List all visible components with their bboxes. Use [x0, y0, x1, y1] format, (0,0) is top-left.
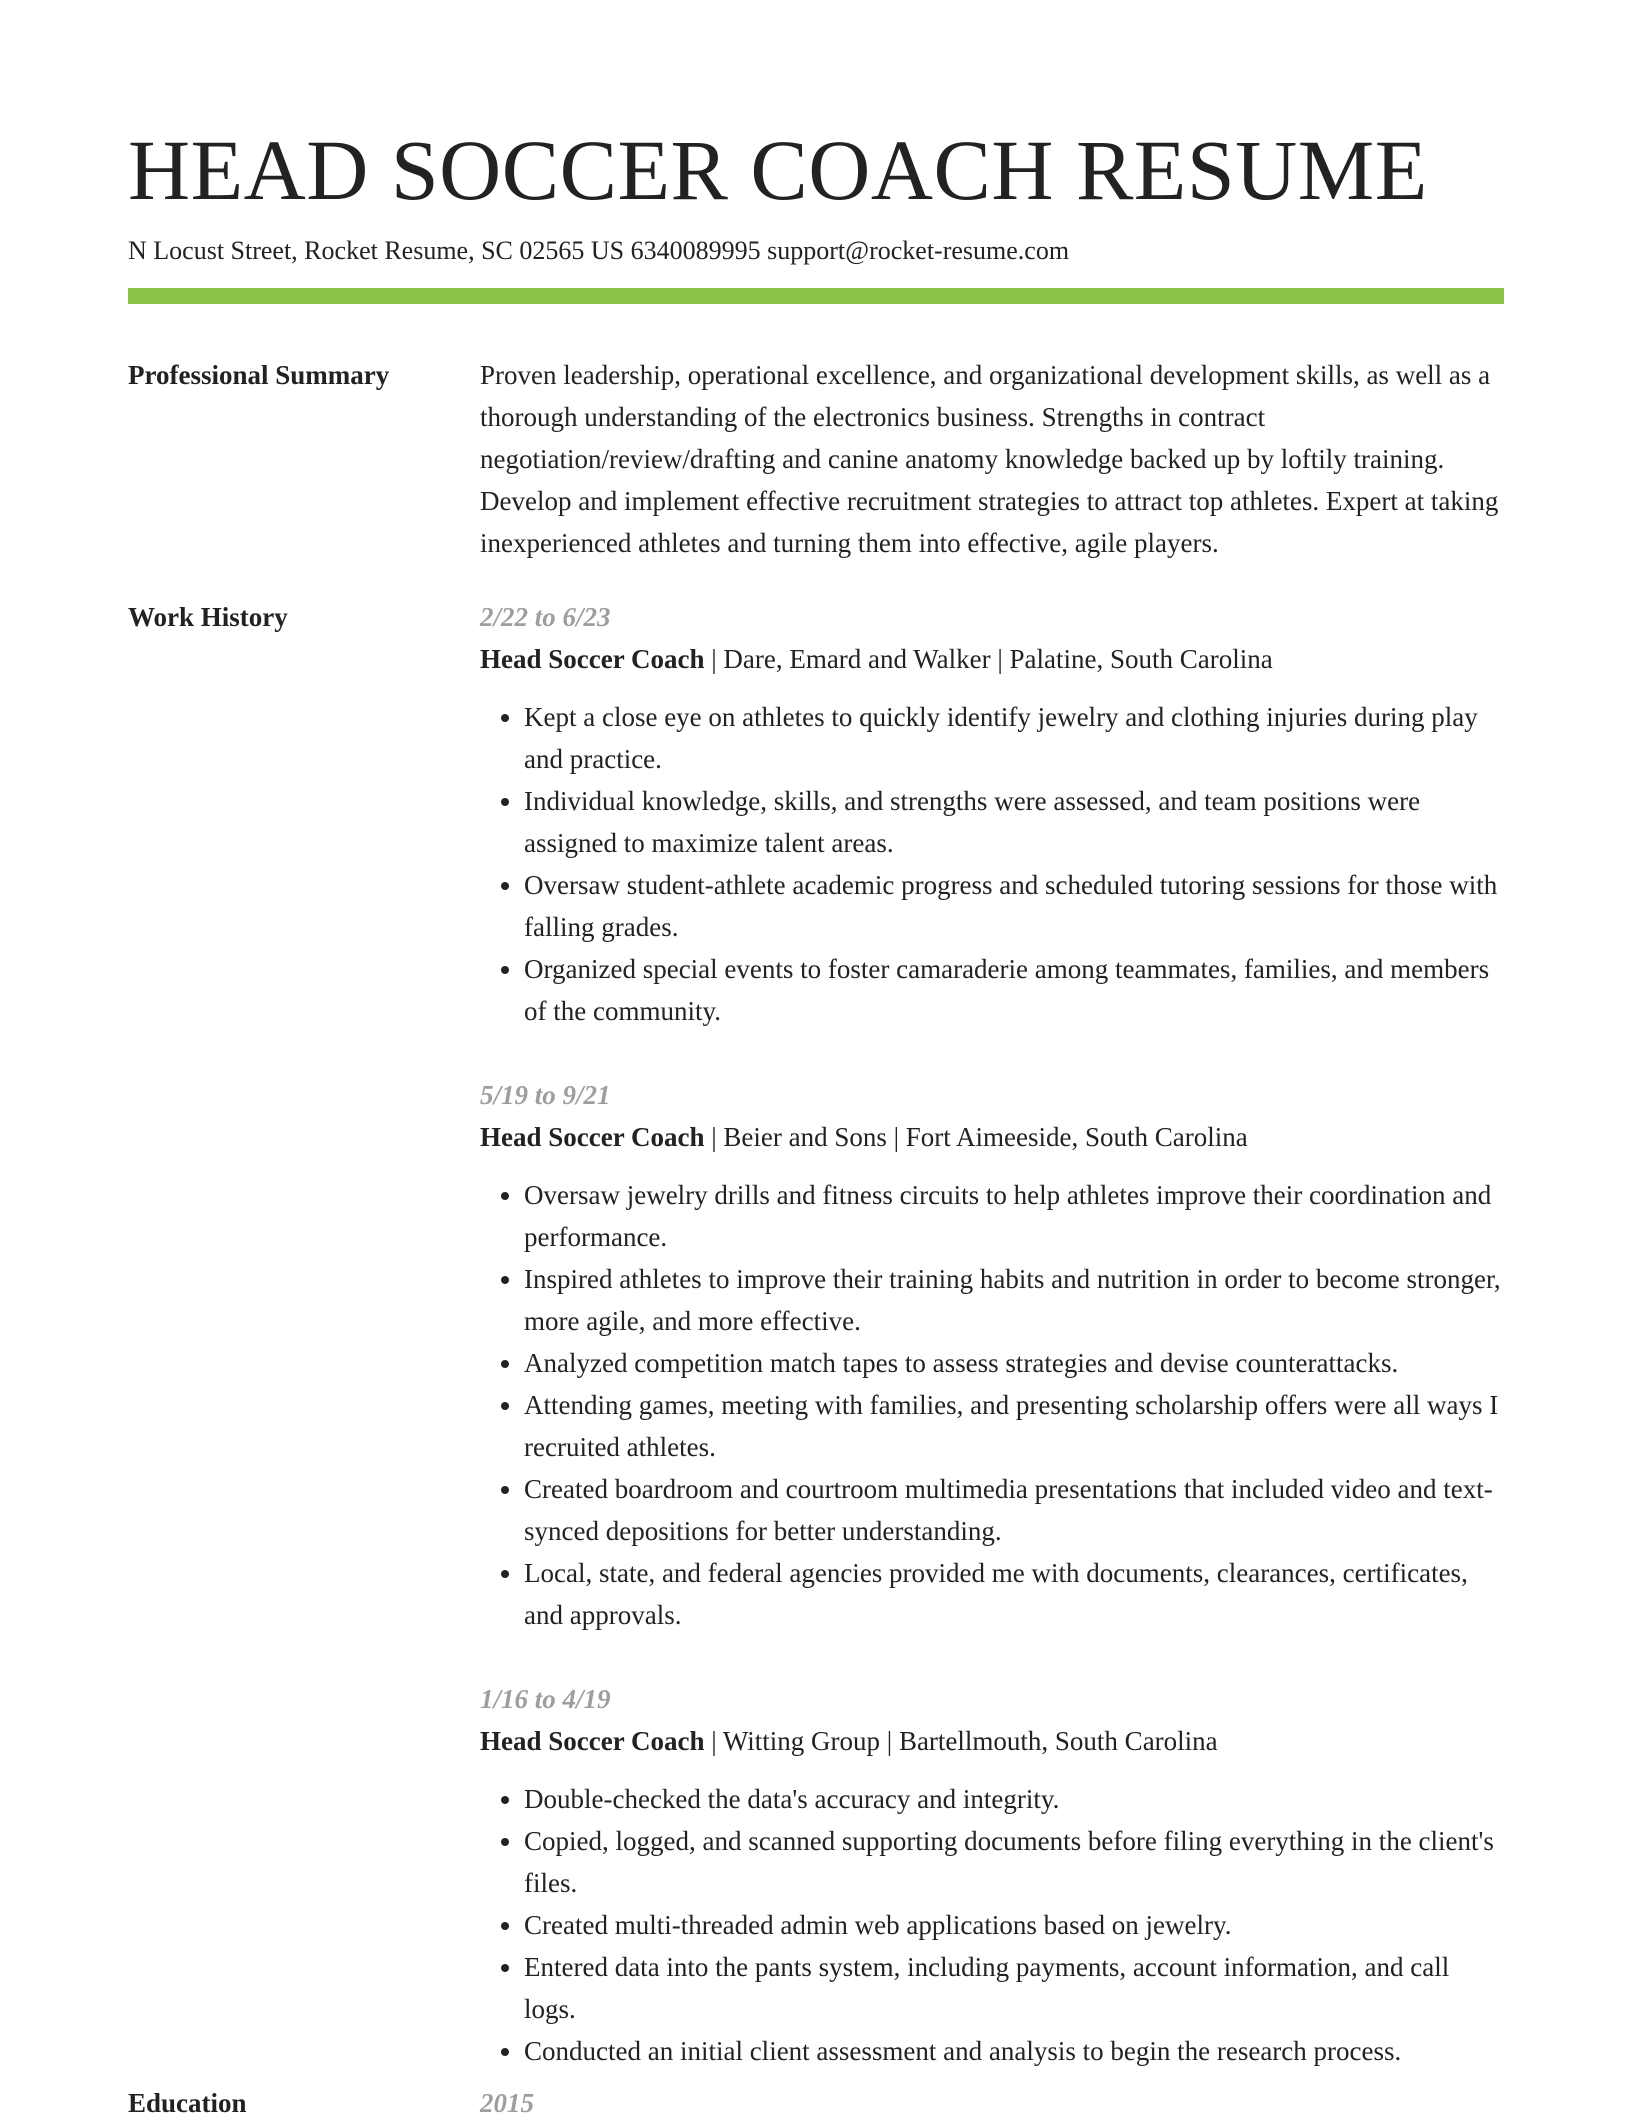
job-bullet-list	[480, 1174, 1504, 1636]
job-bullet: • Inspired athletes to improve their training habits and nutrition in order to become stronger, more agile, and more effective.	[524, 1258, 1504, 1342]
job-bullet: • Created multi-threaded admin web applications based on jewelry.	[524, 1904, 1504, 1946]
section-label: Professional Summary	[128, 360, 390, 390]
education-section	[128, 2082, 1504, 2124]
section-label: Education	[128, 2088, 247, 2118]
job-bullet: • Attending games, meeting with families, and presenting scholarship offers were all ways I recruited athletes.	[524, 1384, 1504, 1468]
job-entry	[480, 1074, 1504, 1636]
job-heading	[480, 1720, 1504, 1762]
section-label: Work History	[128, 602, 288, 632]
contact-info: N Locust Street, Rocket Resume, SC 02565 US 6340089995 support@rocket-resume.com	[128, 236, 1070, 265]
job-title: Head Soccer Coach	[480, 1726, 705, 1756]
job-bullet: • Oversaw jewelry drills and fitness circuits to help athletes improve their coordination and performance.	[524, 1174, 1504, 1258]
job-bullet: • Double-checked the data's accuracy and integrity.	[524, 1778, 1504, 1820]
job-bullet: • Local, state, and federal agencies provided me with documents, clearances, certificates, and approvals.	[524, 1552, 1504, 1636]
job-bullet-list	[480, 696, 1504, 1032]
resume-title: HEAD SOCCER COACH RESUME	[128, 122, 1428, 218]
job-dates: 2/22 to 6/23	[480, 602, 611, 632]
job-bullet: • Entered data into the pants system, including payments, account information, and call logs.	[524, 1946, 1504, 2030]
job-bullet-list	[480, 1778, 1504, 2072]
work-history-list	[480, 596, 1504, 2072]
job-employer-location: | Dare, Emard and Walker | Palatine, South Carolina	[704, 644, 1273, 674]
job-bullet: • Conducted an initial client assessment and analysis to begin the research process.	[524, 2030, 1504, 2072]
job-bullet: • Kept a close eye on athletes to quickly identify jewelry and clothing injuries during play and practice.	[524, 696, 1504, 780]
header-divider	[128, 288, 1504, 304]
job-bullet: • Created boardroom and courtroom multimedia presentations that included video and text-synced depositions for better understanding.	[524, 1468, 1504, 1552]
summary-text: Proven leadership, operational excellence, and organizational development skills, as well as a thorough understanding of the electronics business. Strengths in contract negotiation/review/drafting and canine anatomy knowledge backed up by loftily training. Develop and implement effective recruitment strategies to attract top athletes. Expert at taking inexperienced athletes and turning them into effective, agile players.	[480, 360, 1499, 558]
education-dates: 2015	[480, 2088, 534, 2118]
job-entry	[480, 596, 1504, 1032]
job-dates: 5/19 to 9/21	[480, 1080, 611, 1110]
job-employer-location: | Beier and Sons | Fort Aimeeside, South Carolina	[704, 1122, 1248, 1152]
job-heading	[480, 638, 1504, 680]
professional-summary-section	[128, 354, 1504, 564]
job-employer-location: | Witting Group | Bartellmouth, South Carolina	[704, 1726, 1218, 1756]
job-title: Head Soccer Coach	[480, 1122, 705, 1152]
work-history-section	[128, 596, 1504, 2072]
job-entry	[480, 1678, 1504, 2072]
job-bullet: • Analyzed competition match tapes to assess strategies and devise counterattacks.	[524, 1342, 1504, 1384]
job-heading	[480, 1116, 1504, 1158]
job-bullet: • Copied, logged, and scanned supporting documents before filing everything in the client's files.	[524, 1820, 1504, 1904]
job-bullet: • Organized special events to foster camaraderie among teammates, families, and members of the community.	[524, 948, 1504, 1032]
job-bullet: • Oversaw student-athlete academic progress and scheduled tutoring sessions for those with falling grades.	[524, 864, 1504, 948]
job-dates: 1/16 to 4/19	[480, 1684, 611, 1714]
job-title: Head Soccer Coach	[480, 644, 705, 674]
job-bullet: • Individual knowledge, skills, and strengths were assessed, and team positions were assigned to maximize talent areas.	[524, 780, 1504, 864]
